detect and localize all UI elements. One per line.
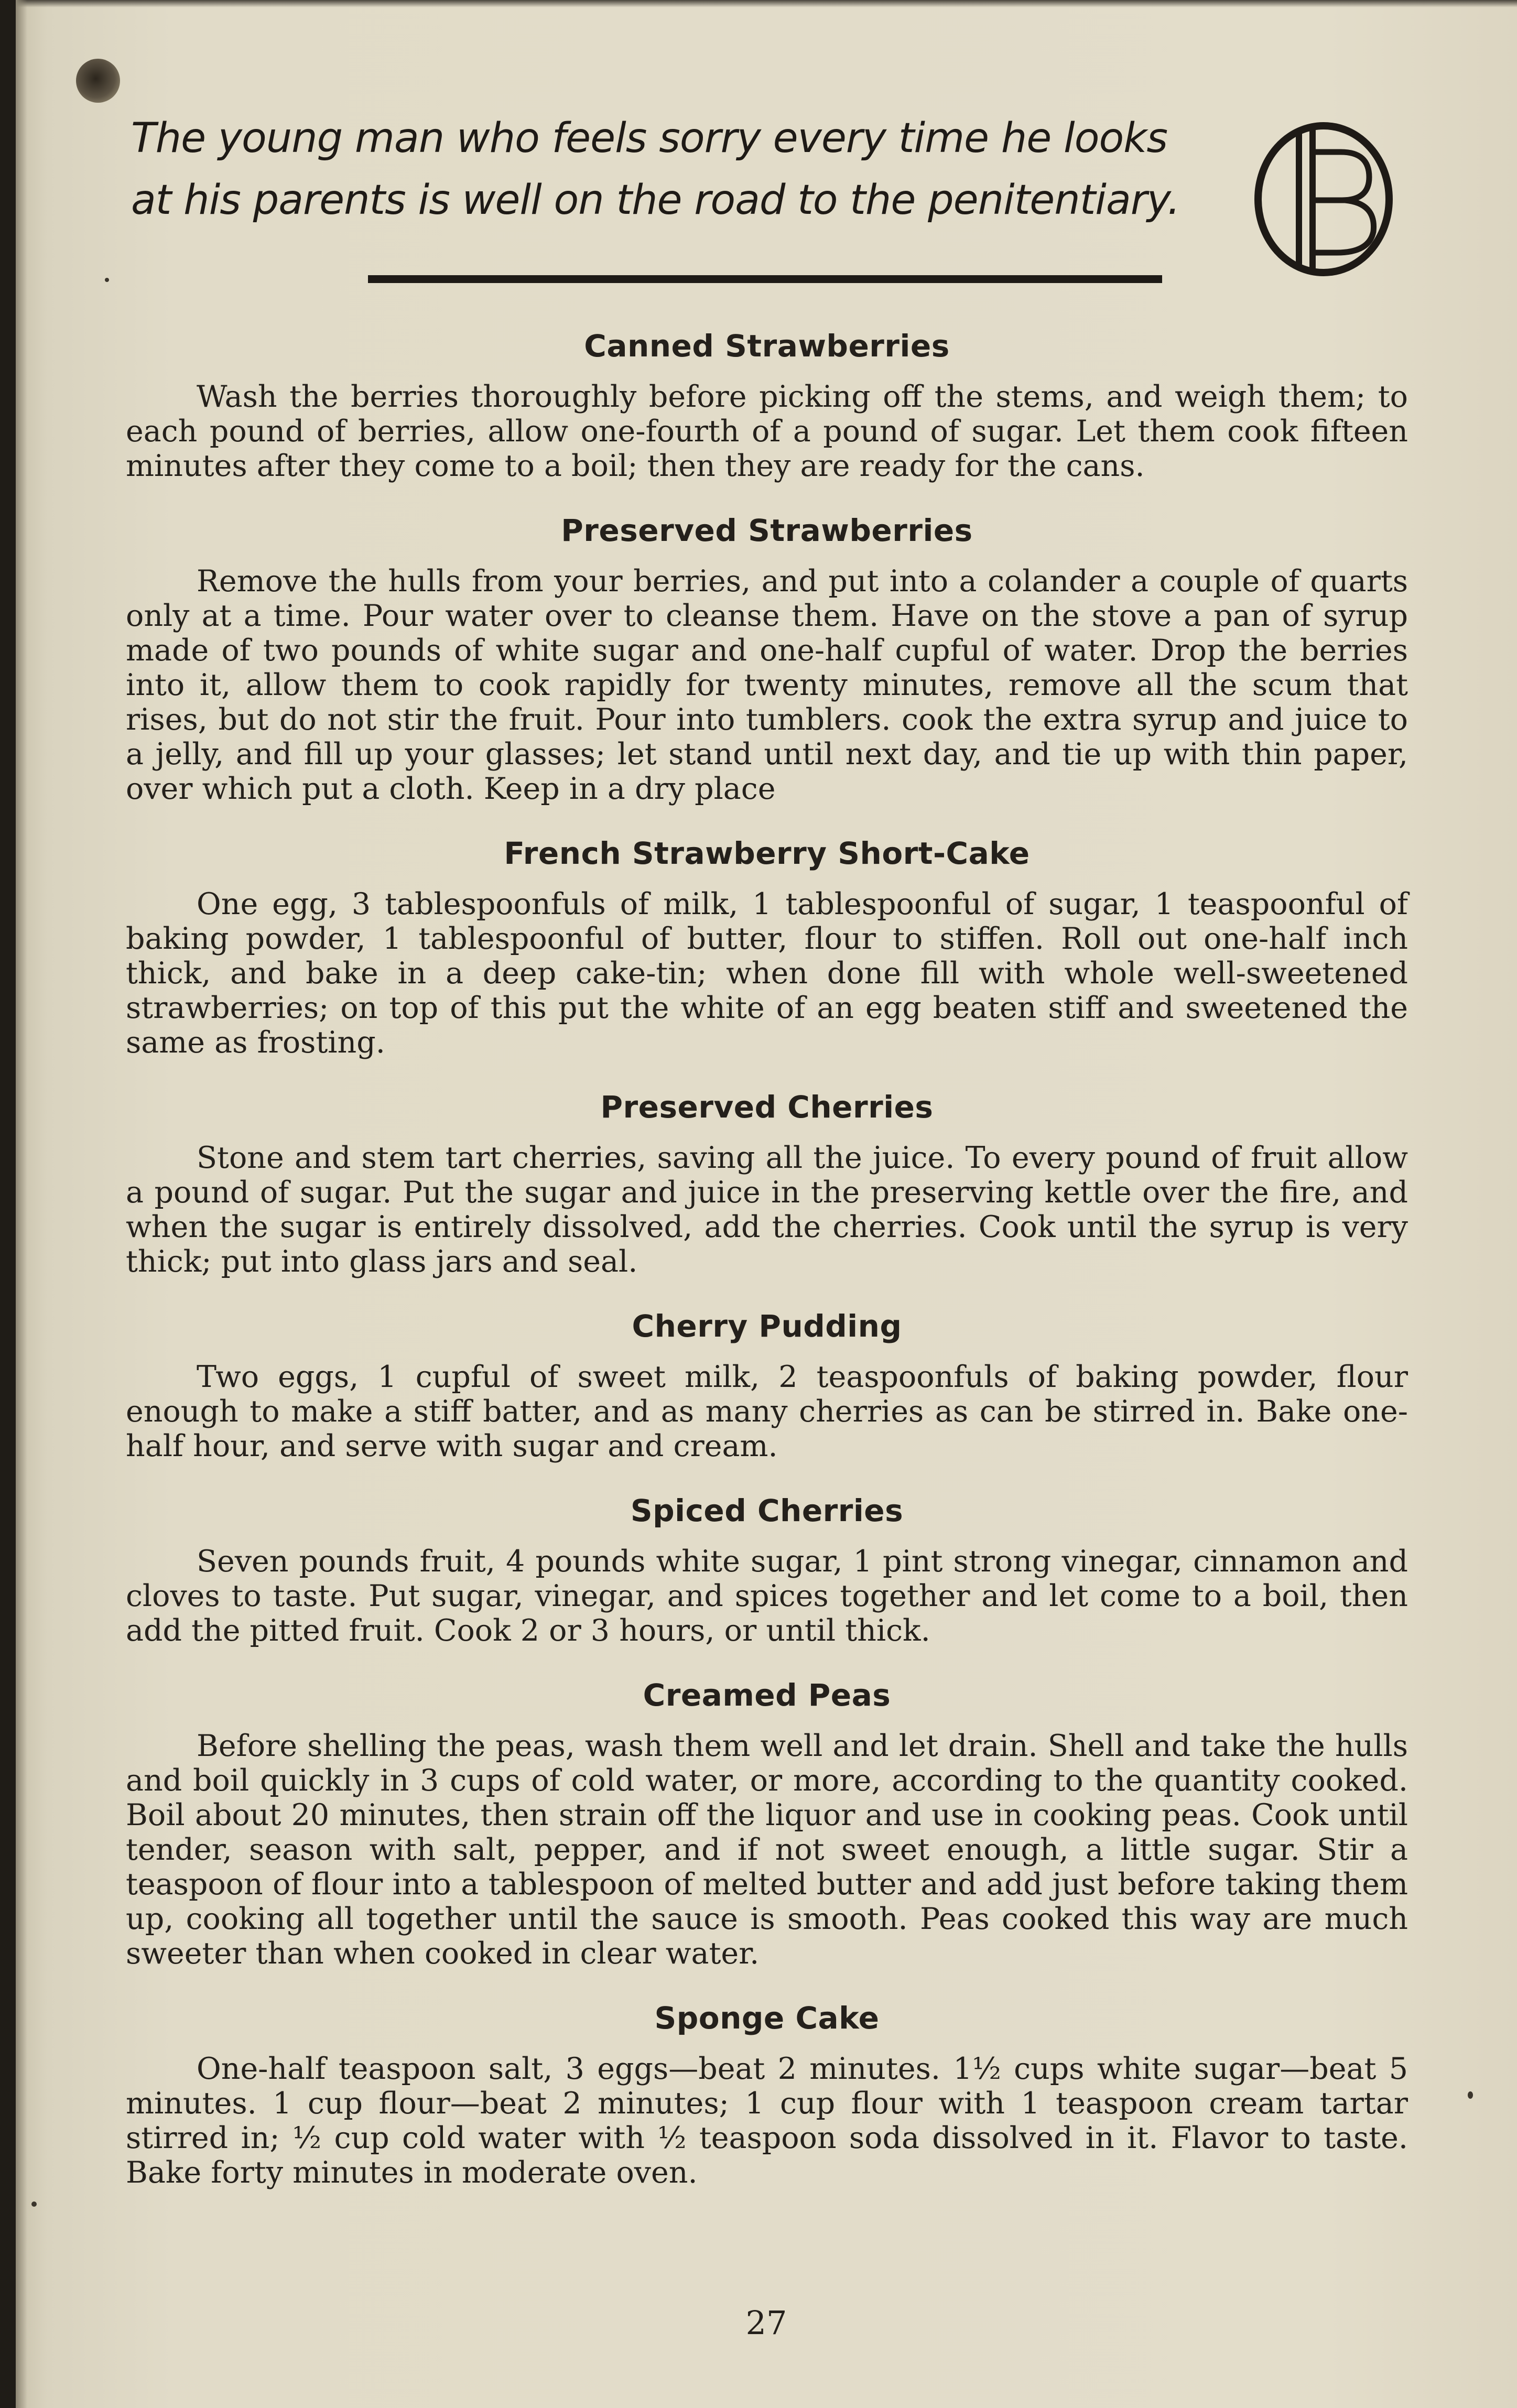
recipe-text: Wash the berries thoroughly before picking off the stems, and weigh them; to each pound of berries, allow one-fourth of a pound of sugar. Let them cook fifteen minutes after they come to a boil; then they are ready for the cans. bbox=[126, 379, 1408, 483]
recipe-title: Cherry Pudding bbox=[632, 1308, 902, 1344]
page-binding-shadow bbox=[16, 0, 27, 2408]
paper-speck bbox=[1468, 2091, 1473, 2099]
recipe-text: Before shelling the peas, wash them well and let drain. Shell and take the hulls and boil quickly in 3 cups of cold water, or more, according to the quantity cooked. Boil about 20 minutes, then strain off the liquor and use in cooking peas. Cook until tender, season with salt, pepper, and if not sweet enough, a little sugar. Stir a teaspoon of flour into a tablespoon of melted butter and add just before taking them up, cooking all together until the sauce is smooth. Peas cooked this way are much sweeter than when cooked in clear water. bbox=[126, 1729, 1408, 1971]
recipe-canned-strawberries bbox=[126, 325, 1408, 483]
quote-line-2: at his parents is well on the road to the penitentiary. bbox=[131, 177, 1180, 224]
recipe-text: One-half teaspoon salt, 3 eggs—beat 2 minutes. 1½ cups white sugar—beat 5 minutes. 1 cup flour—beat 2 minutes; 1 cup flour with 1 teaspoon cream tartar stirred in; ½ cup cold water with ½ teaspoon soda dissolved in it. Flavor to taste. Bake forty minutes in moderate oven. bbox=[126, 2052, 1408, 2190]
recipe-text: Seven pounds fruit, 4 pounds white sugar, 1 pint strong vinegar, cinnamon and cloves to taste. Put sugar, vinegar, and spices together and let come to a boil, then add the pitted fruit. Cook 2 or 3 hours, or until thick. bbox=[126, 1544, 1408, 1648]
recipe-title: Preserved Strawberries bbox=[561, 513, 973, 548]
recipe-title: Creamed Peas bbox=[643, 1677, 891, 1713]
recipe-title: French Strawberry Short-Cake bbox=[504, 836, 1030, 871]
recipe-title: Canned Strawberries bbox=[584, 328, 950, 364]
paper-speck bbox=[105, 278, 109, 282]
recipe-title: Sponge Cake bbox=[654, 2000, 880, 2036]
recipe-spiced-cherries bbox=[126, 1490, 1408, 1648]
page-top-shadow bbox=[16, 0, 1517, 7]
recipe-creamed-peas bbox=[126, 1674, 1408, 1971]
monogram-logo-icon bbox=[1248, 115, 1400, 278]
recipe-sponge-cake bbox=[126, 1997, 1408, 2190]
punch-hole bbox=[76, 59, 120, 103]
book-page bbox=[16, 0, 1517, 2408]
quote-line-1: The young man who feels sorry every time he looks bbox=[131, 115, 1167, 162]
header-quote bbox=[131, 107, 1232, 231]
recipe-list bbox=[126, 325, 1408, 2216]
recipe-title: Spiced Cherries bbox=[630, 1493, 904, 1528]
recipe-text: One egg, 3 tablespoonfuls of milk, 1 tablespoonful of sugar, 1 teaspoonful of baking powder, 1 tablespoonful of butter, flour to stiffen. Roll out one-half inch thick, and bake in a deep cake-tin; when done fill with whole well-sweetened strawberries; on top of this put the white of an egg beaten stiff and sweetened the same as frosting. bbox=[126, 887, 1408, 1060]
page-number: 27 bbox=[745, 2304, 787, 2342]
recipe-preserved-cherries bbox=[126, 1086, 1408, 1279]
header-divider bbox=[368, 275, 1162, 283]
recipe-text: Remove the hulls from your berries, and put into a colander a couple of quarts only at a time. Pour water over to cleanse them. Have on the stove a pan of syrup made of two pounds of white sugar and one-half cupful of water. Drop the berries into it, allow them to cook rapidly for twenty minutes, remove all the scum that rises, but do not stir the fruit. Pour into tumblers. cook the extra syrup and juice to a jelly, and fill up your glasses; let stand until next day, and tie up with thin paper, over which put a cloth. Keep in a dry place bbox=[126, 564, 1408, 806]
recipe-preserved-strawberries bbox=[126, 509, 1408, 806]
recipe-text: Two eggs, 1 cupful of sweet milk, 2 teaspoonfuls of baking powder, flour enough to make a stiff batter, and as many cherries as can be stirred in. Bake one-half hour, and serve with sugar and cream. bbox=[126, 1360, 1408, 1463]
recipe-title: Preserved Cherries bbox=[600, 1089, 934, 1125]
recipe-french-strawberry-short-cake bbox=[126, 832, 1408, 1060]
recipe-cherry-pudding bbox=[126, 1305, 1408, 1463]
paper-speck bbox=[31, 2201, 37, 2207]
recipe-text: Stone and stem tart cherries, saving all the juice. To every pound of fruit allow a pound of sugar. Put the sugar and juice in the preserving kettle over the fire, and when the sugar is entirely dissolved, add the cherries. Cook until the syrup is very thick; put into glass jars and seal. bbox=[126, 1141, 1408, 1279]
